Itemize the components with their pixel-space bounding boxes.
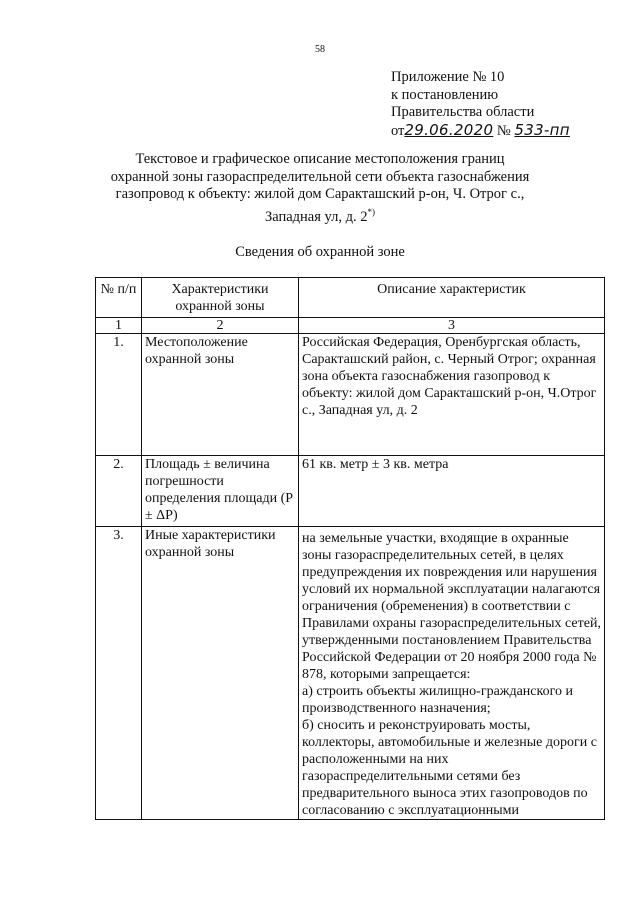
- row-characteristic: Площадь ± величина погрешности определения площади (P ± ΔP): [142, 456, 299, 527]
- handwritten-date: 29.06.2020: [404, 120, 494, 139]
- appendix-block: [391, 69, 570, 140]
- row-number: 2.: [96, 456, 142, 527]
- row-characteristic: Иные характеристики охранной зоны: [142, 527, 299, 820]
- appendix-line-1: Приложение № 10: [391, 69, 505, 85]
- row-description: [299, 527, 605, 820]
- row-description: Российская Федерация, Оренбургская область, Саракташский район, с. Черный Отрог; охранная зона объекта газоснабжения газопровод к объекту: жилой дом Саракташский р-он, Ч.Отрог с., Западная ул, д. 2: [299, 334, 605, 456]
- table-header-row: [96, 278, 605, 318]
- index-cell: 3: [299, 318, 605, 334]
- handwritten-number: 533-пп: [514, 120, 570, 139]
- section-subtitle: Сведения об охранной зоне: [235, 244, 405, 260]
- table-row: [96, 527, 605, 820]
- header-characteristic: Характеристики охранной зоны: [142, 278, 299, 318]
- footnote-mark: *): [367, 206, 376, 217]
- restriction-item-b: б) сносить и реконструировать мосты, коллекторы, автомобильные и железные дороги с расположенными на них газораспределительными сетями без предварительного выноса этих газопроводов по согласованию с эксплуатационными: [302, 718, 597, 818]
- row-characteristic: Местоположение охранной зоны: [142, 334, 299, 456]
- restriction-item-a: а) строить объекты жилищно-гражданского и производственного назначения;: [302, 684, 573, 716]
- title-line-1: Текстовое и графическое описание местоположения границ: [135, 151, 505, 167]
- row-number: 3.: [96, 527, 142, 820]
- index-cell: 2: [142, 318, 299, 334]
- header-description: Описание характеристик: [299, 278, 605, 318]
- table-index-row: [96, 318, 605, 334]
- appendix-line-2: к постановлению: [391, 86, 499, 103]
- table-row: [96, 334, 605, 456]
- document-title: [100, 151, 540, 226]
- title-line-4-text: Западная ул, д. 2: [264, 208, 368, 225]
- index-cell: 1: [96, 318, 142, 334]
- date-prefix: от: [391, 122, 405, 139]
- page-number: 58: [315, 44, 325, 55]
- restrictions-intro: на земельные участки, входящие в охранные зоны газораспределительных сетей, в целях предупреждения их повреждения или нарушения условий их нормальной эксплуатации налагаются ограничения (обременения) в соответствии с Правилами охраны газораспределительных сетей, утвержденными постановлением Правительства Российской Федерации от 20 ноября 2000 года № 878, которыми запрещается:: [302, 531, 601, 682]
- row-description: 61 кв. метр ± 3 кв. метра: [299, 456, 605, 527]
- table-row: [96, 456, 605, 527]
- row-number: 1.: [96, 334, 142, 456]
- appendix-date-line: [391, 122, 570, 141]
- number-prefix: №: [496, 122, 511, 139]
- zone-table: [95, 277, 605, 820]
- title-line-2: охранной зоны газораспределительной сети объекта газоснабжения: [110, 168, 530, 185]
- header-number: № п/п: [96, 278, 142, 318]
- title-line-4: [100, 204, 540, 226]
- title-line-3: газопровод к объекту: жилой дом Саракташский р-он, Ч. Отрог с.,: [115, 186, 525, 202]
- appendix-line-3: Правительства области: [391, 104, 535, 120]
